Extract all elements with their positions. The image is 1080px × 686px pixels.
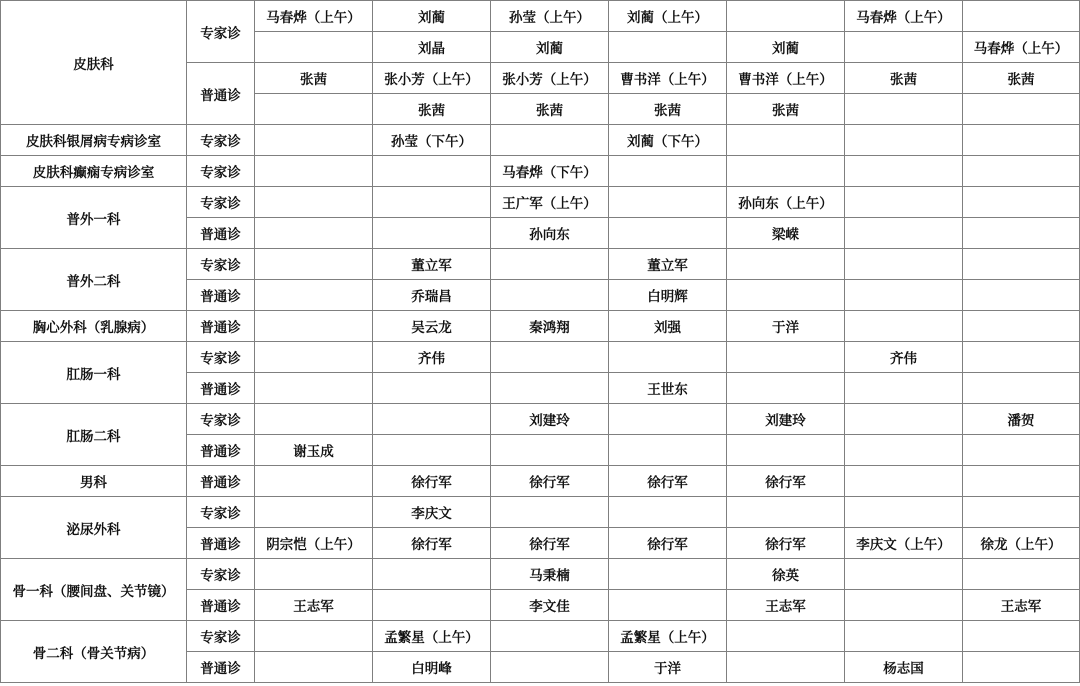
doctor-cell: 刘建玲 [491,404,609,435]
doctor-cell [963,652,1080,683]
doctor-cell: 孟繁星（上午） [609,621,727,652]
clinic-type-cell: 普通诊 [187,652,255,683]
table-row [1,497,1080,528]
doctor-cell: 潘贺 [963,404,1080,435]
doctor-cell [845,249,963,280]
doctor-cell [609,187,727,218]
table-row [1,125,1080,156]
doctor-cell: 于洋 [609,652,727,683]
department-cell: 骨二科（骨关节病） [1,621,187,683]
doctor-cell [609,435,727,466]
clinic-type-cell: 专家诊 [187,621,255,652]
doctor-cell [373,404,491,435]
doctor-cell [963,125,1080,156]
doctor-cell: 徐行军 [373,466,491,497]
doctor-cell [845,32,963,63]
table-row [1,156,1080,187]
table-row [1,621,1080,652]
doctor-cell [845,125,963,156]
clinic-type-cell: 普通诊 [187,528,255,559]
doctor-cell: 刘建玲 [727,404,845,435]
doctor-cell: 王志军 [727,590,845,621]
doctor-cell [727,373,845,404]
doctor-cell [845,311,963,342]
department-cell: 骨一科（腰间盘、关节镜） [1,559,187,621]
doctor-cell [727,652,845,683]
doctor-cell [845,466,963,497]
doctor-cell [255,466,373,497]
doctor-cell [609,32,727,63]
doctor-cell [963,559,1080,590]
doctor-cell [845,373,963,404]
doctor-cell [255,218,373,249]
doctor-cell: 董立军 [609,249,727,280]
clinic-type-cell: 普通诊 [187,63,255,125]
doctor-cell [609,590,727,621]
doctor-cell: 孟繁星（上午） [373,621,491,652]
doctor-cell: 徐行军 [491,466,609,497]
doctor-cell: 刘强 [609,311,727,342]
doctor-cell [255,94,373,125]
doctor-cell: 李庆文（上午） [845,528,963,559]
doctor-cell: 梁嵘 [727,218,845,249]
doctor-cell [255,32,373,63]
doctor-cell [727,156,845,187]
doctor-cell [963,249,1080,280]
department-cell: 肛肠二科 [1,404,187,466]
clinic-type-cell: 普通诊 [187,435,255,466]
doctor-cell [373,156,491,187]
doctor-cell: 李文佳 [491,590,609,621]
doctor-cell [255,342,373,373]
doctor-cell [255,125,373,156]
doctor-cell: 张茜 [845,63,963,94]
clinic-type-cell: 普通诊 [187,466,255,497]
doctor-cell [609,559,727,590]
doctor-cell: 孙莹（上午） [491,1,609,32]
table-row [1,466,1080,497]
clinic-type-cell: 专家诊 [187,497,255,528]
doctor-cell [373,218,491,249]
doctor-cell [373,187,491,218]
doctor-cell: 张茜 [491,94,609,125]
doctor-cell [845,497,963,528]
doctor-cell [255,249,373,280]
doctor-cell: 王志军 [255,590,373,621]
doctor-cell: 徐行军 [609,528,727,559]
doctor-cell: 徐行军 [373,528,491,559]
doctor-cell [727,342,845,373]
doctor-cell: 刘蔺 [373,1,491,32]
table-row [1,1,1080,32]
doctor-cell: 于洋 [727,311,845,342]
clinic-type-cell: 普通诊 [187,373,255,404]
doctor-cell [963,218,1080,249]
clinic-type-cell: 普通诊 [187,218,255,249]
department-cell: 皮肤科癫痫专病诊室 [1,156,187,187]
clinic-type-cell: 专家诊 [187,249,255,280]
clinic-type-cell: 普通诊 [187,280,255,311]
doctor-cell: 阴宗恺（上午） [255,528,373,559]
doctor-cell [963,280,1080,311]
department-cell: 肛肠一科 [1,342,187,404]
doctor-cell [255,621,373,652]
clinic-type-cell: 专家诊 [187,1,255,63]
doctor-cell [845,94,963,125]
doctor-cell: 徐行军 [491,528,609,559]
clinic-type-cell: 专家诊 [187,342,255,373]
doctor-cell [845,590,963,621]
doctor-cell: 齐伟 [373,342,491,373]
department-cell: 皮肤科 [1,1,187,125]
doctor-cell: 马春烨（上午） [845,1,963,32]
doctor-cell [255,373,373,404]
doctor-cell: 徐行军 [727,528,845,559]
doctor-cell: 马春烨（上午） [963,32,1080,63]
department-cell: 普外一科 [1,187,187,249]
doctor-cell [727,435,845,466]
doctor-cell [255,652,373,683]
doctor-cell [963,466,1080,497]
doctor-cell: 李庆文 [373,497,491,528]
doctor-cell [963,311,1080,342]
doctor-cell: 徐行军 [609,466,727,497]
doctor-cell [845,559,963,590]
doctor-cell [491,249,609,280]
doctor-cell [845,218,963,249]
doctor-cell [373,373,491,404]
doctor-cell: 白明辉 [609,280,727,311]
doctor-cell: 马春烨（上午） [255,1,373,32]
doctor-cell [491,652,609,683]
doctor-cell: 孙莹（下午） [373,125,491,156]
department-cell: 胸心外科（乳腺病） [1,311,187,342]
department-cell: 普外二科 [1,249,187,311]
doctor-cell: 刘蔺（下午） [609,125,727,156]
doctor-cell [609,342,727,373]
department-cell: 皮肤科银屑病专病诊室 [1,125,187,156]
doctor-cell: 刘晶 [373,32,491,63]
doctor-cell [963,94,1080,125]
doctor-cell: 刘蔺 [491,32,609,63]
doctor-cell [727,1,845,32]
doctor-cell: 吴云龙 [373,311,491,342]
doctor-cell: 白明峰 [373,652,491,683]
doctor-cell [845,435,963,466]
doctor-cell: 张茜 [373,94,491,125]
doctor-cell: 马春烨（下午） [491,156,609,187]
doctor-cell: 曹书洋（上午） [609,63,727,94]
doctor-cell [491,125,609,156]
department-cell: 男科 [1,466,187,497]
doctor-cell [963,373,1080,404]
doctor-cell [373,435,491,466]
doctor-cell [491,342,609,373]
doctor-cell: 乔瑞昌 [373,280,491,311]
doctor-cell [491,621,609,652]
doctor-cell: 王世东 [609,373,727,404]
doctor-cell [727,497,845,528]
doctor-cell [845,187,963,218]
doctor-cell [255,559,373,590]
clinic-type-cell: 专家诊 [187,156,255,187]
doctor-cell [255,311,373,342]
doctor-cell [963,1,1080,32]
table-row [1,187,1080,218]
doctor-cell [963,156,1080,187]
doctor-cell [845,621,963,652]
doctor-cell [491,435,609,466]
doctor-cell: 孙向东（上午） [727,187,845,218]
doctor-cell: 刘蔺（上午） [609,1,727,32]
department-cell: 泌尿外科 [1,497,187,559]
doctor-cell [609,404,727,435]
clinic-type-cell: 专家诊 [187,404,255,435]
doctor-cell: 王志军 [963,590,1080,621]
doctor-cell [609,497,727,528]
doctor-cell: 杨志国 [845,652,963,683]
doctor-cell: 张茜 [727,94,845,125]
doctor-cell: 孙向东 [491,218,609,249]
doctor-cell [373,590,491,621]
doctor-cell: 徐英 [727,559,845,590]
doctor-cell: 张茜 [255,63,373,94]
doctor-cell: 张小芳（上午） [491,63,609,94]
doctor-cell [963,621,1080,652]
doctor-cell: 张茜 [963,63,1080,94]
doctor-cell [491,280,609,311]
doctor-cell [255,404,373,435]
doctor-cell [727,125,845,156]
doctor-cell: 张茜 [609,94,727,125]
doctor-cell [845,280,963,311]
doctor-cell [373,559,491,590]
doctor-cell: 徐龙（上午） [963,528,1080,559]
doctor-cell [255,280,373,311]
table-row [1,559,1080,590]
doctor-cell [609,156,727,187]
clinic-type-cell: 专家诊 [187,125,255,156]
doctor-cell: 齐伟 [845,342,963,373]
table-row [1,311,1080,342]
doctor-cell [491,497,609,528]
clinic-type-cell: 普通诊 [187,311,255,342]
doctor-cell [255,187,373,218]
table-row [1,249,1080,280]
doctor-cell: 曹书洋（上午） [727,63,845,94]
doctor-cell: 刘蔺 [727,32,845,63]
clinic-type-cell: 普通诊 [187,590,255,621]
doctor-cell: 张小芳（上午） [373,63,491,94]
doctor-cell [727,249,845,280]
doctor-cell: 谢玉成 [255,435,373,466]
clinic-type-cell: 专家诊 [187,187,255,218]
doctor-cell [255,497,373,528]
doctor-cell [609,218,727,249]
doctor-cell: 秦鸿翔 [491,311,609,342]
doctor-cell: 董立军 [373,249,491,280]
doctor-cell [963,497,1080,528]
doctor-cell [845,156,963,187]
doctor-cell [845,404,963,435]
doctor-cell [491,373,609,404]
doctor-cell [255,156,373,187]
doctor-cell: 王广军（上午） [491,187,609,218]
doctor-cell [727,280,845,311]
table-row [1,342,1080,373]
clinic-type-cell: 专家诊 [187,559,255,590]
doctor-cell [963,342,1080,373]
doctor-cell [963,187,1080,218]
doctor-cell [727,621,845,652]
doctor-cell: 马秉楠 [491,559,609,590]
table-row [1,404,1080,435]
doctor-cell [963,435,1080,466]
doctor-cell: 徐行军 [727,466,845,497]
schedule-body [1,1,1080,683]
